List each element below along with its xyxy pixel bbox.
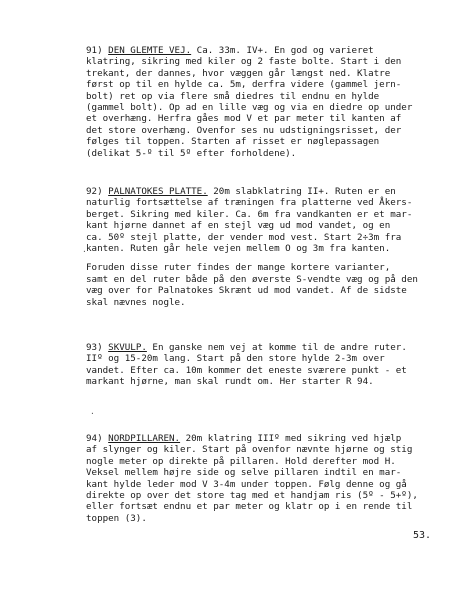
route-93-number: 93) [86, 342, 103, 353]
route-94-line-1: af slynger og kiler. Start på ovenfor nævnte hjørne og stig [86, 444, 413, 456]
route-93-line-3: markant hjørne, man skal rundt om. Her starter R 94. [86, 376, 374, 388]
route-93-title: SKVULP. [108, 342, 147, 353]
route-92-line-1: naturlig fortsættelse af træningen fra platterne ved Åkers- [86, 197, 413, 209]
route-91-line-4: bolt) ret op via flere små diedres til endnu en hylde [86, 90, 380, 102]
route-91-line-9: (delikat 5-º til 5º efter forholdene). [86, 147, 297, 159]
route-91-title: DEN GLEMTE VEJ. [108, 45, 192, 56]
route-92-line-5: kanten. Ruten går hele vejen mellem O og 3m fra kanten. [86, 243, 391, 255]
route-92-number: 92) [86, 186, 103, 197]
route-94-line-6: eller fortsæt endnu et par meter og klatr op i en rende til [86, 501, 413, 513]
route-94-line-5: direkte op over det store tag med et handjam ris (5º - 5+º), [86, 490, 418, 502]
route-91-line-6: et overhæng. Herfra gåes mod V et par meter til kanten af [86, 113, 402, 125]
stray-dot-mark: · [90, 409, 95, 418]
route-94-line-2: nogle meter op direkte på pillaren. Hold derefter mod H. [86, 455, 396, 467]
route-92-title: PALNATOKES PLATTE. [108, 186, 208, 197]
route-94-number: 94) [86, 433, 103, 444]
route-94-heading-line [86, 433, 458, 444]
route-91-line-1: klatring, sikring med kiler og 2 faste bolte. Start i den [86, 56, 402, 68]
route-92-extra-line-2: væg over for Palnatokes Skrænt ud mod vandet. Af de sidste [86, 285, 407, 297]
route-92 [86, 186, 458, 308]
route-93-line-0: En ganske nem vej at komme til de andre ruter. [146, 342, 407, 353]
route-91-line-7: det store overhæng. Ovenfor ses nu udstigningsrisset, der [86, 124, 402, 136]
route-93 [86, 342, 458, 388]
route-94-line-0: 20m klatring IIIº med sikring ved hjælp [180, 433, 402, 444]
route-92-extra-line-0: Foruden disse ruter findes der mange kortere varianter, [86, 262, 391, 274]
route-92-line-2: berget. Sikring med kiler. Ca. 6m fra vandkanten er et mar- [86, 208, 413, 220]
route-92-heading-line [86, 186, 458, 197]
route-91-line-2: trekant, der dannes, hvor væggen går længst ned. Klatre [86, 67, 391, 79]
route-92-extra-line-3: skal nævnes nogle. [86, 296, 186, 308]
route-92-line-4: ca. 50º stejl platte, der vender mod vest. Start 2÷3m fra [86, 231, 402, 243]
route-91-heading-line [86, 45, 458, 56]
route-91-line-0: Ca. 33m. IV+. En god og varieret [191, 45, 374, 56]
route-93-heading-line [86, 342, 458, 353]
route-93-line-2: vandet. Efter ca. 10m kommer det eneste sværere punkt - et [86, 364, 407, 376]
route-92-line-3: kant hjørne dannet af en stejl væg ud mod vandet, og en [86, 220, 391, 232]
route-92-extra-line-1: samt en del ruter både på den øverste S-vendte væg og på den [86, 273, 418, 285]
route-91-line-8: følges til toppen. Starten af risset er nøglepassagen [86, 136, 380, 148]
stray-dot-mark: · [82, 247, 87, 256]
route-91-line-3: først op til en hylde ca. 5m, derfra videre (gammel jern- [86, 79, 402, 91]
route-94-line-4: kant hylde leder mod V 3-4m under toppen. Følg denne og gå [86, 478, 407, 490]
route-91-line-5: (gammel bolt). Op ad en lille væg og via en diedre op under [86, 102, 413, 114]
route-92-line-0: 20m slabklatring II+. Ruten er en [207, 186, 396, 197]
route-94-title: NORDPILLAREN. [108, 433, 181, 444]
route-94-line-7: toppen (3). [86, 512, 147, 524]
route-91-number: 91) [86, 45, 103, 56]
route-93-line-1: IIº og 15-20m lang. Start på den store hylde 2-3m over [86, 353, 385, 365]
route-94 [86, 433, 458, 524]
route-91 [86, 45, 458, 159]
page-number: 53. [413, 530, 432, 541]
route-94-line-3: Veksel mellem højre side og selve pillaren indtil en mar- [86, 467, 402, 479]
